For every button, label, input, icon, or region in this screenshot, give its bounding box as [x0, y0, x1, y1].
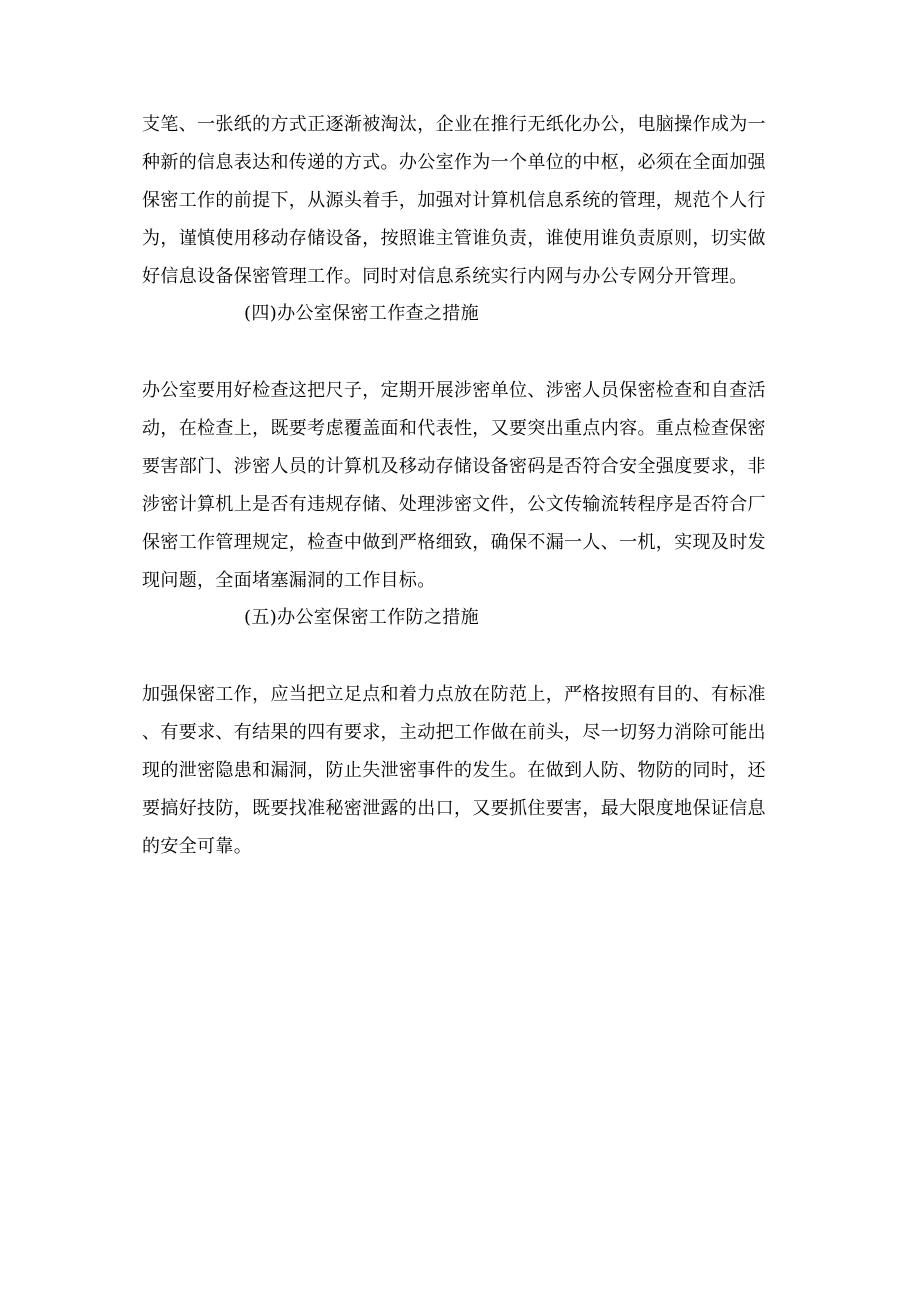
section-heading-5: (五)办公室保密工作防之措施	[244, 607, 479, 628]
text-line: 的安全可靠。	[142, 836, 253, 857]
text-line: 支笔、一张纸的方式正逐渐被淘汰，企业在推行无纸化办公，电脑操作成为一	[142, 114, 766, 135]
text-line: 加强保密工作，应当把立足点和着力点放在防范上，严格按照有目的、有标准	[142, 684, 766, 705]
text-line: 要害部门、涉密人员的计算机及移动存储设备密码是否符合安全强度要求，非	[142, 456, 766, 477]
text-line: 现问题，全面堵塞漏洞的工作目标。	[142, 570, 436, 591]
text-line: 办公室要用好检查这把尺子，定期开展涉密单位、涉密人员保密检查和自查活	[142, 380, 766, 401]
text-line: 涉密计算机上是否有违规存储、处理涉密文件，公文传输流转程序是否符合厂	[142, 494, 766, 515]
text-line: 为，谨慎使用移动存储设备，按照谁主管谁负责，谁使用谁负责原则，切实做	[142, 228, 766, 249]
text-line: 保密工作的前提下，从源头着手，加强对计算机信息系统的管理，规范个人行	[142, 190, 766, 211]
section-heading-4: (四)办公室保密工作查之措施	[244, 303, 479, 324]
text-line: 要搞好技防，既要找准秘密泄露的出口，又要抓住要害，最大限度地保证信息	[142, 798, 766, 819]
text-line: 、有要求、有结果的四有要求，主动把工作做在前头，尽一切努力消除可能出	[142, 722, 766, 743]
text-line: 种新的信息表达和传递的方式。办公室作为一个单位的中枢，必须在全面加强	[142, 152, 766, 173]
text-line: 好信息设备保密管理工作。同时对信息系统实行内网与办公专网分开管理。	[142, 266, 748, 287]
text-line: 现的泄密隐患和漏洞，防止失泄密事件的发生。在做到人防、物防的同时，还	[142, 760, 766, 781]
text-line: 动，在检查上，既要考虑覆盖面和代表性，又要突出重点内容。重点检查保密	[142, 418, 766, 439]
text-line: 保密工作管理规定，检查中做到严格细致，确保不漏一人、一机，实现及时发	[142, 532, 766, 553]
